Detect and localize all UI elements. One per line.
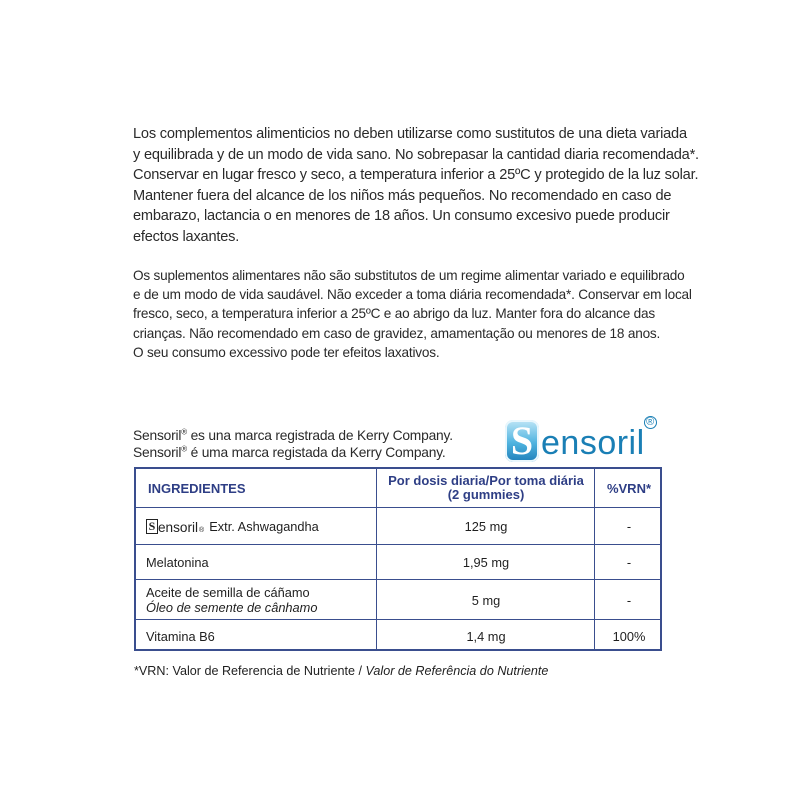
table-divider [136,579,660,580]
ingredient-amount: 125 mg [464,519,508,534]
warning-text-es [133,124,699,248]
warning-pt-line: Os suplementos alimentares não são substitutos de um regime alimentar variado e equilibrado [133,268,685,283]
header-vrn: %VRN* [606,480,652,496]
ingredient-amount: 1,4 mg [466,628,506,644]
warning-es-line: embarazo, lactancia o en menores de 18 años. Un consumo excesivo puede producir [133,208,670,225]
sensoril-mini-text: ensoril [158,520,199,535]
warning-pt-line: e de um modo de vida saudável. Não exceder a toma diária recomendada*. Conservar em local [133,287,692,303]
ingredient-name: Melatonina [146,555,209,570]
trademark-pt: Sensoril® é uma marca registada da Kerry Company. [133,444,446,460]
ingredient-amount: 1,95 mg [462,555,510,570]
warning-pt-line: fresco, seco, a temperatura inferior a 25ºC e ao abrigo da luz. Manter fora do alcance das [133,306,655,322]
ingredient-alt-name: Óleo de semente de cânhamo [146,600,318,615]
sensoril-mini-logo [146,519,204,534]
footnote-pt: Valor de Referência do Nutriente [365,664,549,678]
table-divider [136,619,660,620]
ingredient-vrn: - [626,555,632,570]
registered-icon: ® [199,527,205,534]
table-divider [136,544,660,545]
warning-pt-line: O seu consumo excessivo pode ter efeitos laxativos. [133,344,440,360]
sensoril-mini-initial: S [146,519,158,534]
trademark-es: Sensoril® es una marca registrada de Kerry Company. [133,427,453,443]
warning-text-pt [133,266,692,362]
ingredient-name: Vitamina B6 [146,628,215,644]
table-row-ingredient [146,509,374,544]
header-ingredients: INGREDIENTES [148,480,246,496]
trademark-notice [133,427,453,461]
registered-icon: ® [644,416,657,429]
warning-es-line: efectos laxantes. [133,228,240,245]
warning-es-line: Conservar en lugar fresco y seco, a temperatura inferior a 25ºC y protegido de la luz solar. [133,167,699,184]
header-dose-line1: Por dosis diaria/Por toma diária [388,473,584,488]
table-divider [136,507,660,508]
table-divider [376,469,377,649]
table-row-ingredient [146,581,374,619]
ingredients-table [134,467,662,651]
table-divider [594,469,595,649]
warning-es-line: Mantener fuera del alcance de los niños más pequeños. No recomendado en caso de [133,187,672,204]
ingredient-amount: 5 mg [471,592,501,608]
warning-es-line: y equilibrada y de un modo de vida sano. No sobrepasar la cantidad diaria recomendada*. [133,146,699,163]
ingredient-name: Extr. Ashwagandha [209,519,319,534]
warning-es-line: Los complementos alimenticios no deben utilizarse como sustitutos de una dieta variada [133,126,687,142]
ingredient-vrn: - [626,592,632,608]
header-dose-line2: (2 gummies) [447,487,525,502]
sensoril-logo-text: ensoril [541,424,645,462]
footnote [134,664,548,678]
footnote-es: *VRN: Valor de Referencia de Nutriente / [134,664,366,678]
sensoril-logo [505,416,655,463]
header-dose [378,469,594,507]
sensoril-logo-initial: S [505,420,539,462]
ingredient-name: Aceite de semilla de cáñamo [146,585,310,600]
ingredient-vrn: 100% [612,628,646,644]
ingredient-vrn: - [626,519,632,534]
warning-pt-line: crianças. Não recomendado em caso de gravidez, amamentação ou menores de 18 anos. [133,325,661,341]
